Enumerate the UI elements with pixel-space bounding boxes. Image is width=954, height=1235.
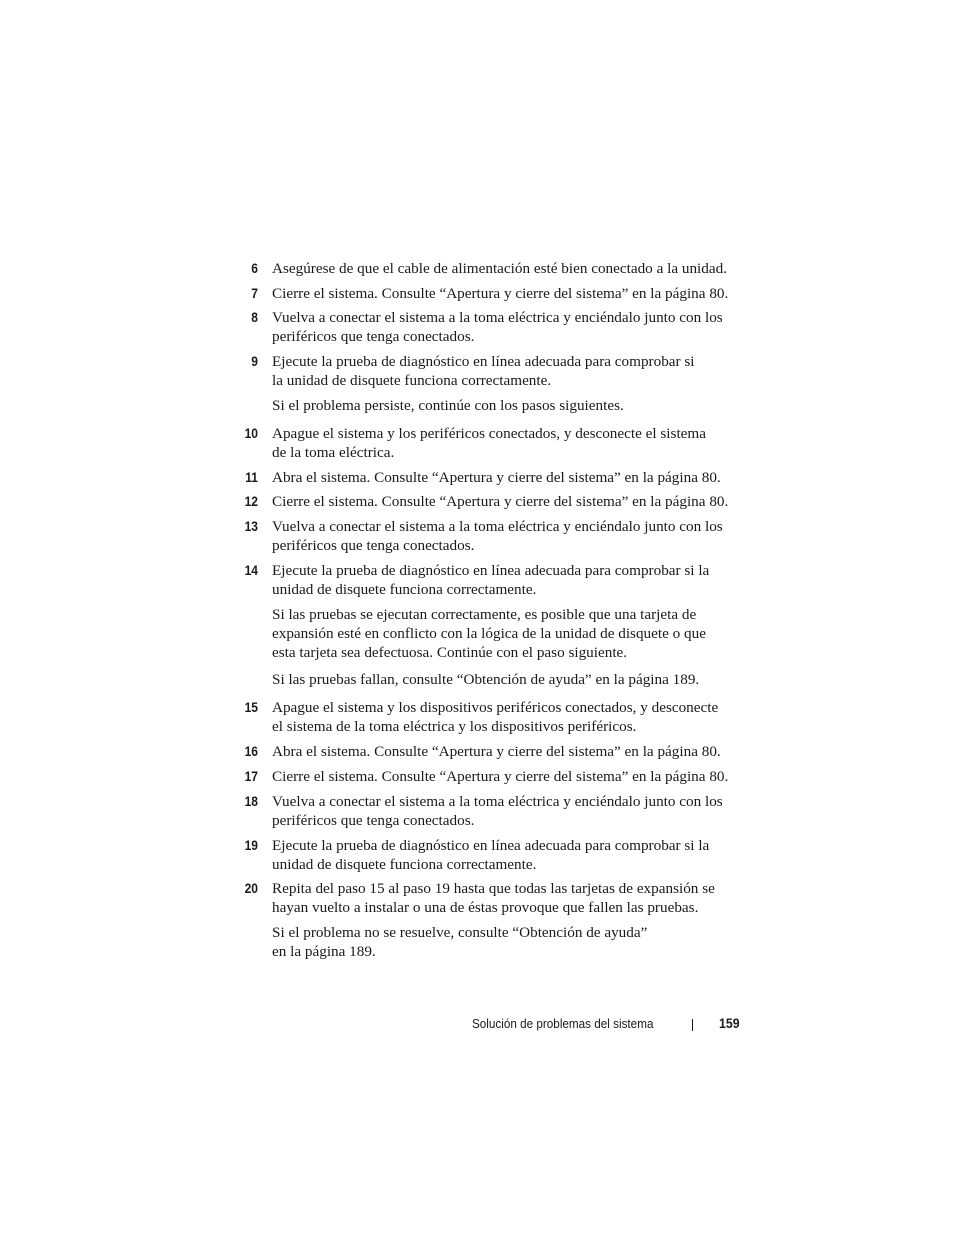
step-number: 6 (251, 260, 258, 276)
step-number: 8 (251, 309, 258, 325)
step-text: Apague el sistema y los dispositivos periféricos conectados, y desconecte (272, 699, 719, 716)
page-number: 159 (719, 1015, 740, 1031)
step-text: Apague el sistema y los periféricos conectados, y desconecte el sistema (272, 425, 706, 442)
step-text: Vuelva a conectar el sistema a la toma eléctrica y enciéndalo junto con los (272, 518, 723, 535)
step-text: Cierre el sistema. Consulte “Apertura y cierre del sistema” en la página 80. (272, 493, 729, 510)
step-9-note: Si el problema persiste, continúe con los pasos siguientes. (272, 397, 624, 414)
step-number: 17 (244, 768, 258, 784)
step-20-note: Si el problema no se resuelve, consulte “Obtención de ayuda” (272, 924, 648, 941)
step-number: 15 (244, 699, 258, 715)
step-14-note-success: expansión esté en conflicto con la lógica de la unidad de disquete o que (272, 625, 706, 642)
step-text: hayan vuelto a instalar o una de éstas provoque que fallen las pruebas. (272, 899, 699, 916)
step-text: el sistema de la toma eléctrica y los dispositivos periféricos. (272, 718, 637, 735)
step-number: 11 (245, 469, 258, 485)
step-text: periféricos que tenga conectados. (272, 537, 475, 554)
step-text: Repita del paso 15 al paso 19 hasta que todas las tarjetas de expansión se (272, 880, 715, 897)
step-14-note-fail: Si las pruebas fallan, consulte “Obtención de ayuda” en la página 189. (272, 671, 700, 688)
footer-section-title: Solución de problemas del sistema (472, 1016, 654, 1031)
step-number: 9 (251, 353, 258, 369)
step-number: 14 (244, 562, 258, 578)
step-number: 16 (244, 743, 258, 759)
step-14-note-success: esta tarjeta sea defectuosa. Continúe con el paso siguiente. (272, 644, 628, 661)
step-text: Asegúrese de que el cable de alimentación esté bien conectado a la unidad. (272, 260, 728, 277)
step-14-note-success: Si las pruebas se ejecutan correctamente, es posible que una tarjeta de (272, 606, 697, 623)
step-text: Ejecute la prueba de diagnóstico en línea adecuada para comprobar si la (272, 837, 710, 854)
step-number: 13 (244, 518, 258, 534)
step-text: periféricos que tenga conectados. (272, 328, 475, 345)
step-number: 10 (244, 425, 258, 441)
step-20-note: en la página 189. (272, 943, 376, 960)
step-text: periféricos que tenga conectados. (272, 812, 475, 829)
step-text: Ejecute la prueba de diagnóstico en línea adecuada para comprobar si (272, 353, 695, 370)
step-text: unidad de disquete funciona correctamente. (272, 856, 537, 873)
step-text: Abra el sistema. Consulte “Apertura y cierre del sistema” en la página 80. (272, 469, 721, 486)
step-text: Vuelva a conectar el sistema a la toma eléctrica y enciéndalo junto con los (272, 309, 723, 326)
step-text: unidad de disquete funciona correctamente. (272, 581, 537, 598)
step-number: 20 (244, 880, 258, 896)
step-text: la unidad de disquete funciona correctamente. (272, 372, 552, 389)
step-text: Cierre el sistema. Consulte “Apertura y cierre del sistema” en la página 80. (272, 285, 729, 302)
step-text: Ejecute la prueba de diagnóstico en línea adecuada para comprobar si la (272, 562, 710, 579)
step-number: 12 (244, 493, 258, 509)
step-text: Abra el sistema. Consulte “Apertura y cierre del sistema” en la página 80. (272, 743, 721, 760)
step-text: Vuelva a conectar el sistema a la toma eléctrica y enciéndalo junto con los (272, 793, 723, 810)
step-text: Cierre el sistema. Consulte “Apertura y cierre del sistema” en la página 80. (272, 768, 729, 785)
step-number: 18 (244, 793, 258, 809)
footer-divider (692, 1019, 693, 1031)
step-number: 7 (251, 285, 258, 301)
step-number: 19 (244, 837, 258, 853)
step-text: de la toma eléctrica. (272, 444, 395, 461)
